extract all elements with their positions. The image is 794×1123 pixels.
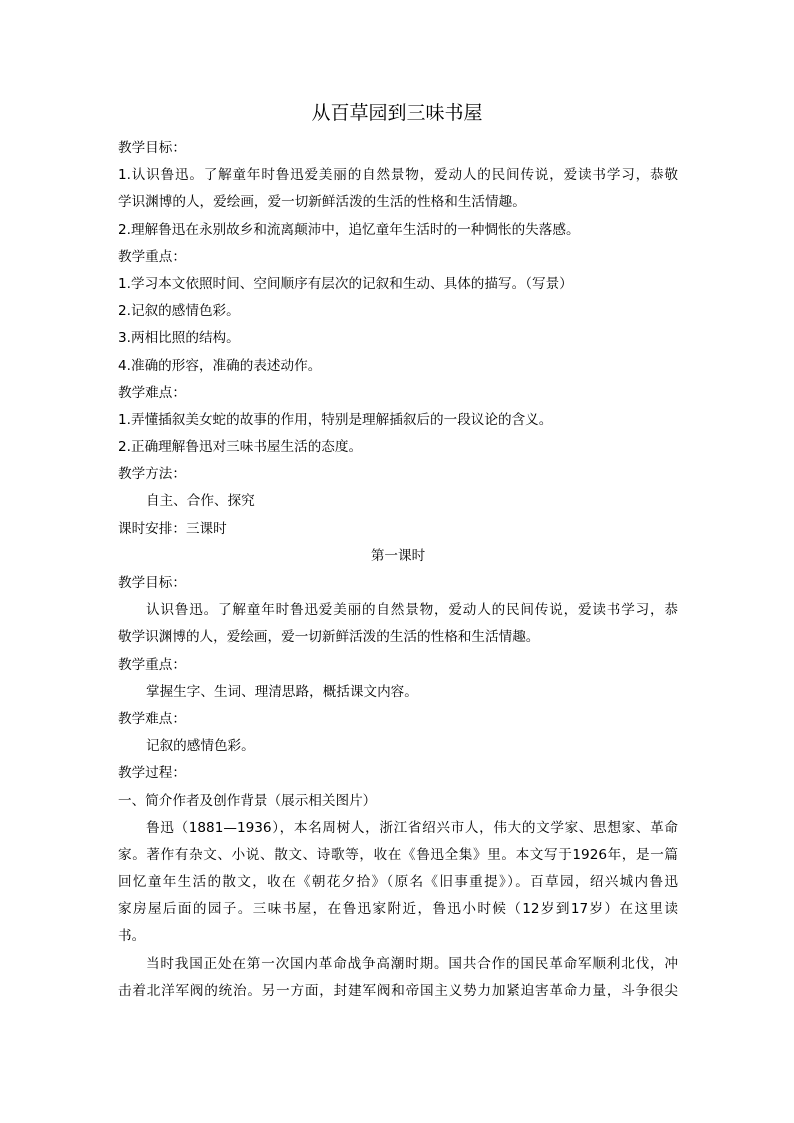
objective-item-2: 2.理解鲁迅在永别故乡和流离颠沛中，追忆童年生活时的一种惆怅的失落感。 bbox=[118, 221, 580, 238]
objective-item-1: 1.认识鲁迅。了解童年时鲁迅爱美丽的自然景物，爱动人的民间传说，爱读书学习，恭敬 bbox=[118, 167, 678, 184]
author-paragraph-line-4: 家房屋后面的园子。三味书屋，在鲁迅家附近，鲁迅小时候（12岁到17岁）在这里读 bbox=[118, 901, 678, 918]
author-paragraph-line-1: 鲁迅（1881—1936），本名周树人，浙江省绍兴市人，伟大的文学家、思想家、革命 bbox=[146, 819, 678, 836]
lesson-objectives-text: 认识鲁迅。了解童年时鲁迅爱美丽的自然景物，爱动人的民间传说，爱读书学习，恭 bbox=[146, 602, 678, 619]
methods-text: 自主、合作、探究 bbox=[146, 493, 255, 510]
document-title: 从百草园到三味书屋 bbox=[311, 102, 483, 124]
key-point-2: 2.记叙的感情色彩。 bbox=[118, 303, 240, 320]
lesson-objectives-heading: 教学目标： bbox=[118, 575, 186, 591]
author-paragraph-line-5: 书。 bbox=[118, 928, 146, 945]
difficulty-1: 1.弄懂插叙美女蛇的故事的作用，特别是理解插叙后的一段议论的含义。 bbox=[118, 411, 553, 428]
lesson-difficulties-text: 记叙的感情色彩。 bbox=[146, 738, 255, 755]
section-heading-difficulties: 教学难点： bbox=[118, 384, 186, 401]
author-paragraph-line-2: 家。著作有杂文、小说、散文、诗歌等，收在《鲁迅全集》里。本文写于1926年，是一篇 bbox=[118, 846, 678, 863]
lesson-difficulties-heading: 教学难点： bbox=[118, 710, 186, 727]
key-point-1: 1.学习本文依照时间、空间顺序有层次的记叙和生动、具体的描写。（写景） bbox=[118, 275, 573, 292]
lesson-one-heading: 第一课时 bbox=[370, 547, 426, 564]
teaching-process-heading: 教学过程： bbox=[118, 765, 186, 782]
key-point-3: 3.两相比照的结构。 bbox=[118, 330, 240, 347]
lesson-key-points-heading: 教学重点： bbox=[118, 656, 186, 673]
difficulty-2: 2.正确理解鲁迅对三味书屋生活的态度。 bbox=[118, 439, 363, 456]
section-heading-methods: 教学方法： bbox=[118, 466, 186, 483]
step-one-heading: 一、简介作者及创作背景（展示相关图片） bbox=[118, 792, 377, 809]
schedule-text: 课时安排：三课时 bbox=[118, 520, 227, 537]
objective-item-1-cont: 学识渊博的人，爱绘画，爱一切新鲜活泼的生活的性格和生活情趣。 bbox=[118, 194, 526, 211]
key-point-4: 4.准确的形容，准确的表述动作。 bbox=[118, 357, 322, 374]
lesson-key-points-text: 掌握生字、生词、理清思路，概括课文内容。 bbox=[146, 683, 418, 700]
section-heading-key-points: 教学重点： bbox=[118, 248, 186, 265]
background-paragraph-line-1: 当时我国正处在第一次国内革命战争高潮时期。国共合作的国民革命军顺利北伐，冲 bbox=[146, 955, 678, 972]
author-paragraph-line-3: 回忆童年生活的散文，收在《朝花夕拾》（原名《旧事重提》）。百草园，绍兴城内鲁迅 bbox=[118, 874, 678, 891]
document-body bbox=[118, 135, 678, 1005]
section-heading-objectives: 教学目标： bbox=[118, 140, 186, 156]
lesson-objectives-text-cont: 敬学识渊博的人，爱绘画，爱一切新鲜活泼的生活的性格和生活情趣。 bbox=[118, 629, 540, 646]
background-paragraph-line-2: 击着北洋军阀的统治。另一方面，封建军阀和帝国主义势力加紧迫害革命力量，斗争很尖 bbox=[118, 982, 678, 999]
